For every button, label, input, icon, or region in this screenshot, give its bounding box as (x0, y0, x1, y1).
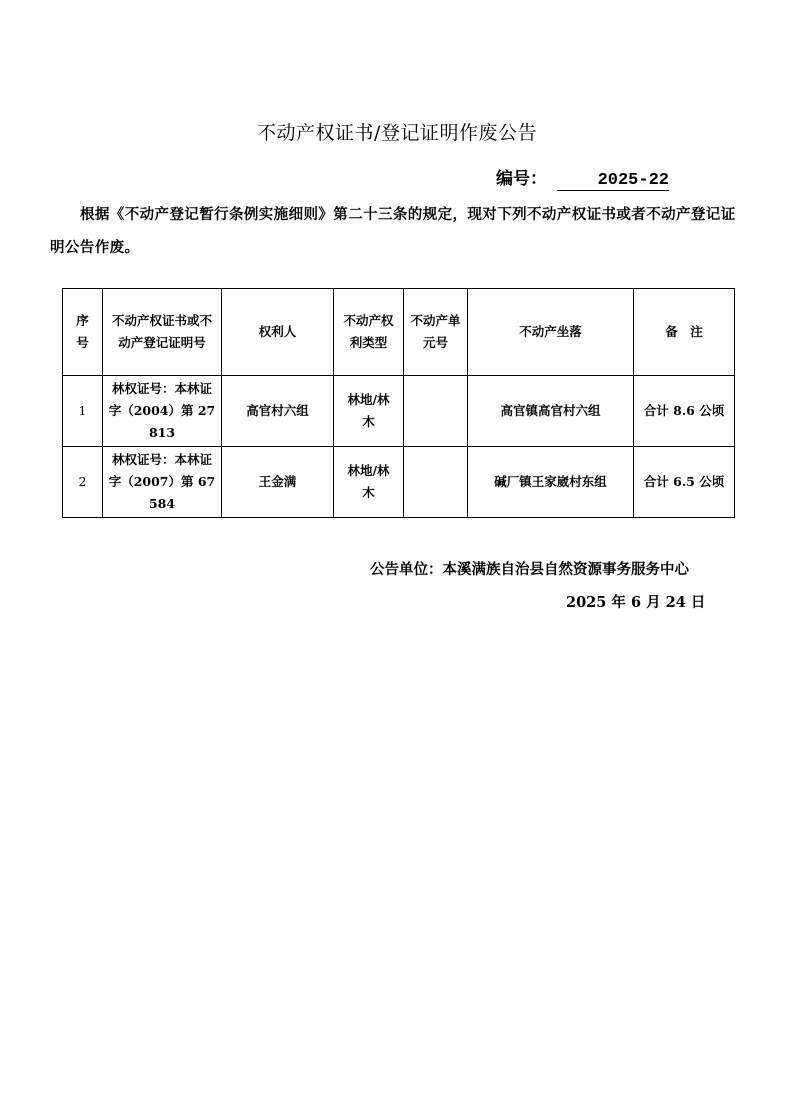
cell-right-type: 林地/林木 (334, 447, 404, 518)
cell-location: 高官镇高官村六组 (468, 376, 634, 447)
header-remark: 备 注 (634, 289, 735, 376)
cell-owner: 高官村六组 (222, 376, 334, 447)
header-cert-no: 不动产权证书或不动产登记证明号 (103, 289, 222, 376)
cancellation-table (62, 288, 735, 518)
cell-seq: 1 (63, 376, 103, 447)
cell-unit-no (404, 447, 468, 518)
cell-location: 碱厂镇王家崴村东组 (468, 447, 634, 518)
table-row (63, 447, 735, 518)
header-unit-no: 不动产单元号 (404, 289, 468, 376)
header-owner: 权利人 (222, 289, 334, 376)
header-right-type: 不动产权利类型 (334, 289, 404, 376)
intro-paragraph: 根据《不动产登记暂行条例实施细则》第二十三条的规定，现对下列不动产权证书或者不动产登记证明公告作废。 (50, 206, 736, 256)
cell-remark: 合计 6.5 公顷 (634, 447, 735, 518)
cell-owner: 王金满 (222, 447, 334, 518)
doc-number-label: 编号： (496, 169, 547, 189)
table-row (63, 376, 735, 447)
cell-right-type: 林地/林木 (334, 376, 404, 447)
cell-cert-no: 林权证号：本林证字（2007）第 67584 (103, 447, 222, 518)
announcement-date: 2025 年 6 月 24 日 (566, 594, 706, 611)
header-location: 不动产坐落 (468, 289, 634, 376)
cell-cert-no: 林权证号：本林证字（2004）第 27813 (103, 376, 222, 447)
doc-number-value: 2025-22 (557, 172, 669, 191)
cell-seq: 2 (63, 447, 103, 518)
page-title: 不动产权证书/登记证明作废公告 (257, 122, 537, 144)
announcing-unit: 公告单位：本溪满族自治县自然资源事务服务中心 (370, 561, 689, 578)
cell-remark: 合计 8.6 公顷 (634, 376, 735, 447)
header-seq: 序号 (63, 289, 103, 376)
cell-unit-no (404, 376, 468, 447)
table-header-row (63, 289, 735, 376)
doc-number (496, 164, 669, 191)
